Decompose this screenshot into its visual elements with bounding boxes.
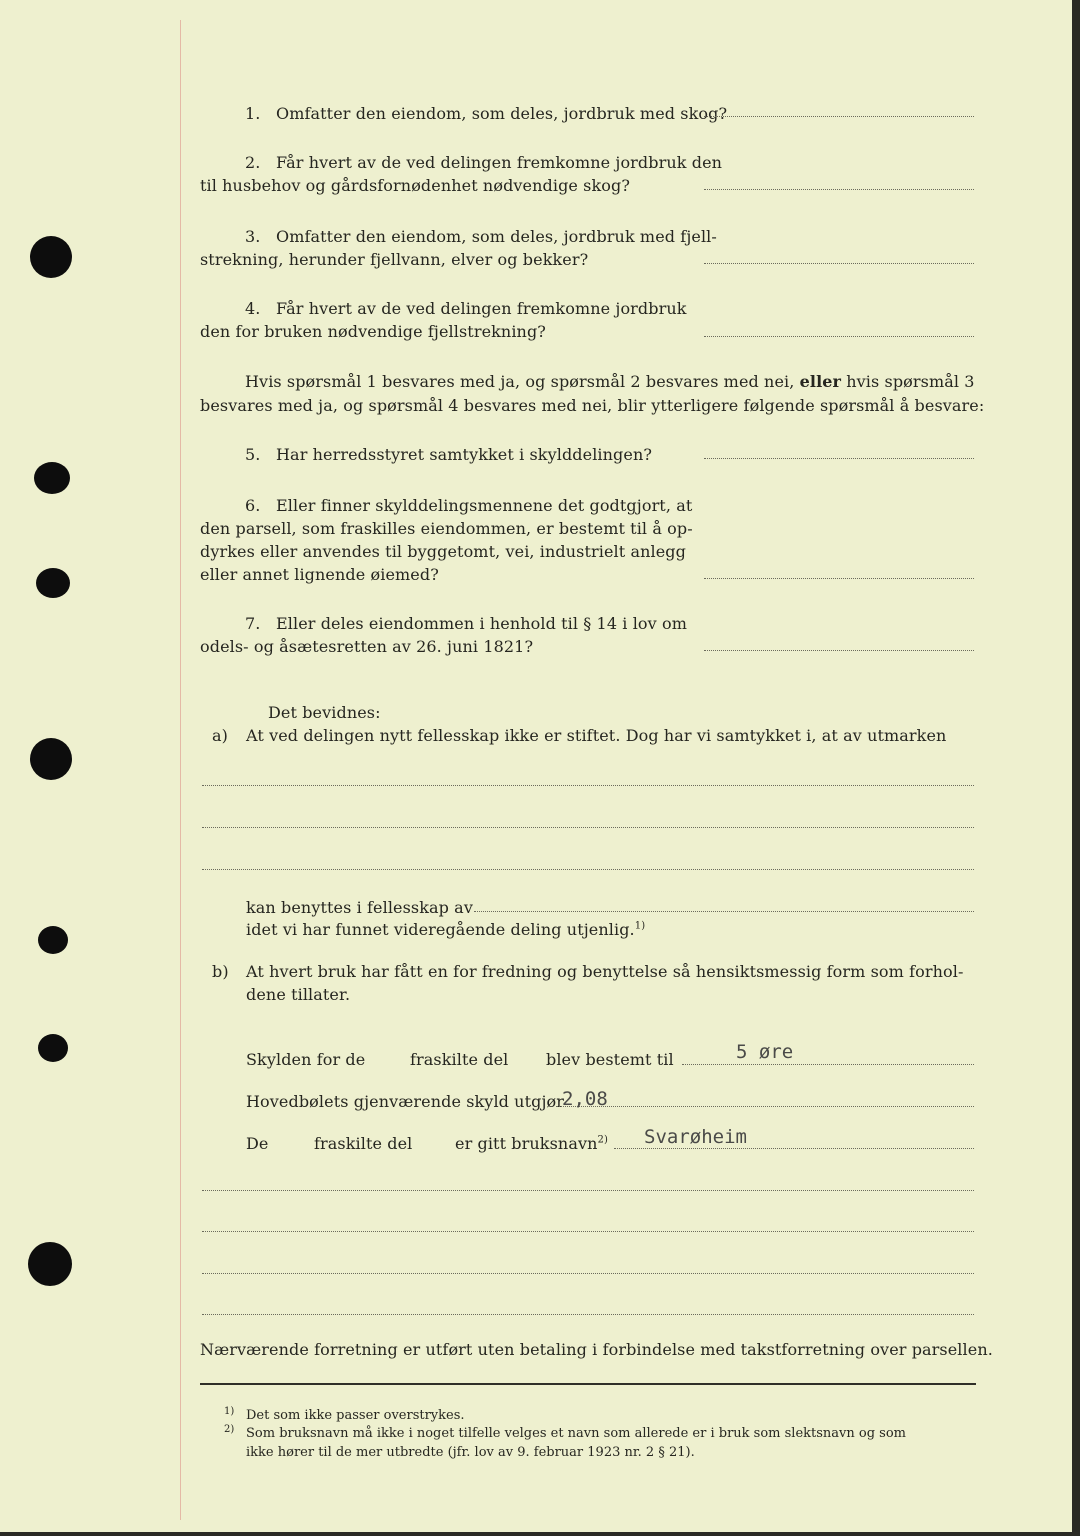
answer-line[interactable]	[202, 1231, 974, 1232]
bruksnavn-word	[455, 1134, 608, 1153]
conditional-text: Hvis spørsmål 1 besvares med ja, og spørsmål 2 besvares med nei,	[245, 372, 795, 391]
answer-line[interactable]	[202, 785, 974, 786]
answer-line[interactable]	[202, 1314, 974, 1315]
question-text: Eller deles eiendommen i henhold til § 14 i lov om	[276, 614, 687, 633]
answer-line[interactable]	[682, 1064, 974, 1065]
question-text: Får hvert av de ved delingen fremkomne jordbruk den	[276, 153, 723, 172]
answer-line[interactable]	[704, 578, 974, 579]
conditional-bold-word: eller	[799, 372, 842, 391]
question-text: dyrkes eller anvendes til byggetomt, vei, industrielt anlegg	[200, 542, 686, 561]
question-text: Har herredsstyret samtykket i skylddelingen?	[276, 445, 653, 464]
question-number: 3.	[245, 227, 261, 246]
question-number: 7.	[245, 614, 261, 633]
question-text: strekning, herunder fjellvann, elver og bekker?	[200, 250, 589, 269]
answer-line[interactable]	[704, 189, 974, 190]
question-text: Omfatter den eiendom, som deles, jordbruk med skog?	[276, 104, 728, 123]
footnote-text: Det som ikke passer overstrykes.	[246, 1408, 465, 1423]
item-a-label: a)	[212, 726, 228, 745]
conditional-line-2: besvares med ja, og spørsmål 4 besvares med nei, blir ytterligere følgende spørsmål å besvare:	[200, 396, 985, 415]
answer-line[interactable]	[704, 116, 974, 117]
answer-line[interactable]	[202, 827, 974, 828]
answer-line[interactable]	[704, 650, 974, 651]
answer-line[interactable]	[202, 1190, 974, 1191]
item-b-label: b)	[212, 962, 229, 981]
footnote-mark: 2)	[224, 1424, 235, 1435]
conditional-text: hvis spørsmål 3	[846, 372, 975, 391]
question-number: 4.	[245, 299, 261, 318]
bruksnavn-label: er gitt bruksnavn	[455, 1134, 598, 1153]
bruksnavn-value[interactable]: Svarøheim	[644, 1126, 747, 1148]
punch-hole	[36, 568, 70, 598]
question-text: eller annet lignende øiemed?	[200, 565, 439, 584]
skyld-word: blev bestemt til	[546, 1050, 674, 1069]
footnote-ref: 1)	[634, 920, 646, 932]
footnote-rule	[200, 1383, 976, 1385]
answer-line[interactable]	[556, 1106, 974, 1107]
margin-line	[180, 20, 181, 1520]
idet-text: idet vi har funnet videregående deling utjenlig.	[246, 920, 635, 939]
closing-statement: Nærværende forretning er utført uten betaling i forbindelse med takstforretning over parsellen.	[200, 1340, 993, 1359]
answer-line[interactable]	[474, 911, 974, 912]
question-number: 5.	[245, 445, 261, 464]
question-text: Eller finner skylddelingsmennene det godtgjort, at	[276, 496, 693, 515]
hovedbol-value[interactable]: 2,08	[562, 1088, 608, 1110]
question-number: 1.	[245, 104, 261, 123]
item-b-text: At hvert bruk har fått en for fredning og benyttelse så hensiktsmessig form som forhol-	[246, 962, 964, 981]
certification-heading: Det bevidnes:	[268, 703, 381, 722]
question-number: 6.	[245, 496, 261, 515]
footnote-mark: 1)	[224, 1406, 235, 1417]
footnote-ref: 2)	[597, 1134, 608, 1146]
bruksnavn-word: fraskilte del	[314, 1134, 413, 1153]
punch-hole	[38, 1034, 68, 1062]
question-number: 2.	[245, 153, 261, 172]
question-text: Får hvert av de ved delingen fremkomne jordbruk	[276, 299, 687, 318]
answer-line[interactable]	[202, 1273, 974, 1274]
question-text: til husbehov og gårdsfornødenhet nødvendige skog?	[200, 176, 631, 195]
answer-line[interactable]	[704, 263, 974, 264]
item-a-text: At ved delingen nytt fellesskap ikke er stiftet. Dog har vi samtykket i, at av utmarken	[246, 726, 947, 745]
punch-hole	[30, 738, 72, 780]
punch-hole	[30, 236, 72, 278]
punch-hole	[28, 1242, 72, 1286]
punch-hole	[38, 926, 68, 954]
punch-hole	[34, 462, 70, 494]
question-text: den for bruken nødvendige fjellstrekning?	[200, 322, 546, 341]
answer-line[interactable]	[202, 869, 974, 870]
question-text: den parsell, som fraskilles eiendommen, er bestemt til å op-	[200, 519, 693, 538]
answer-line[interactable]	[614, 1148, 974, 1149]
footnote-text: ikke hører til de mer utbredte (jfr. lov av 9. februar 1923 nr. 2 § 21).	[246, 1445, 695, 1460]
skyld-word: fraskilte del	[410, 1050, 509, 1069]
question-text: Omfatter den eiendom, som deles, jordbruk med fjell-	[276, 227, 717, 246]
benyttes-label: kan benyttes i fellesskap av	[246, 898, 473, 917]
skyld-word: Skylden for de	[246, 1050, 366, 1069]
hovedbol-label: Hovedbølets gjenværende skyld utgjør	[246, 1092, 565, 1111]
bruksnavn-word: De	[246, 1134, 269, 1153]
answer-line[interactable]	[704, 336, 974, 337]
answer-line[interactable]	[704, 458, 974, 459]
idet-line	[246, 920, 645, 939]
question-text: odels- og åsætesretten av 26. juni 1821?	[200, 637, 534, 656]
footnote-text: Som bruksnavn må ikke i noget tilfelle velges et navn som allerede er i bruk som slektsnavn og som	[246, 1426, 907, 1441]
skyld-value[interactable]: 5 øre	[736, 1041, 794, 1063]
item-b-text: dene tillater.	[246, 985, 351, 1004]
conditional-line-1	[245, 372, 975, 391]
